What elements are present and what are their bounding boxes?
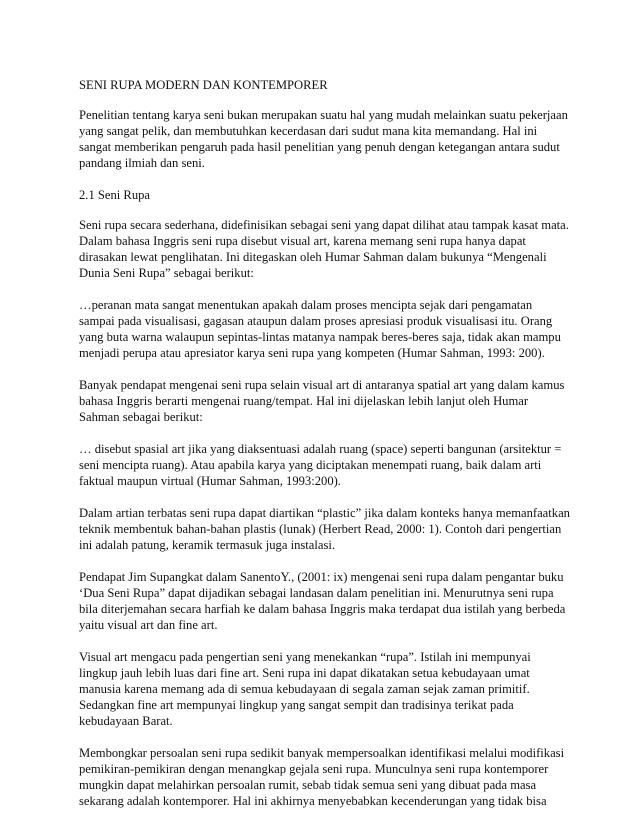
paragraph-line: lingkup jauh lebih luas dari fine art. Seni rupa ini dapat dikatakan setua kebudayaan umat	[79, 666, 530, 680]
paragraph-line: Pendapat Jim Supangkat dalam SanentoY., (2001: ix) mengenai seni rupa dalam pengantar buku	[79, 570, 564, 584]
section-title: 2.1 Seni Rupa	[79, 188, 151, 202]
quote-paragraph	[79, 441, 563, 489]
paragraph-line: dirasakan lewat penglihatan. Ini ditegaskan oleh Humar Sahman dalam bukunya “Mengenali	[79, 250, 547, 264]
paragraph-line: yang buta warna walaupun sepintas-lintas matanya nampak beres-beres saja, tidak akan mampu	[79, 330, 561, 344]
paragraph-line: bila diterjemahan secara harfiah ke dalam bahasa Inggris maka terdapat dua istilah yang berbeda	[79, 602, 566, 616]
paragraph-line: mungkin dapat melahirkan persoalan rumit, sebab tidak semua seni yang dibuat pada masa	[79, 778, 537, 792]
paragraph-line: faktual maupun virtual (Humar Sahman, 1993:200).	[79, 474, 341, 488]
paragraph-line: menjadi perupa atau apresiator karya seni rupa yang kompeten (Humar Sahman, 1993: 200).	[79, 346, 545, 360]
paragraph-line: Sedangkan fine art mempunyai lingkup yang sangat sempit dan tradisinya terikat pada	[79, 698, 514, 712]
paragraph-line: Dalam bahasa Inggris seni rupa disebut visual art, karena memang seni rupa hanya dapat	[79, 234, 526, 248]
paragraph-line: Dunia Seni Rupa” sebagai berikut:	[79, 266, 254, 280]
paragraph-line: sangat memberikan pengaruh pada hasil penelitian yang penuh dengan ketegangan antara sudut	[79, 140, 560, 154]
paragraph-line: sekarang adalah kontemporer. Hal ini akhirnya menyebabkan kecenderungan yang tidak bisa	[79, 794, 547, 808]
paragraph-line: … disebut spasial art jika yang diaksentuasi adalah ruang (space) seperti bangunan (arsitektur =	[79, 442, 562, 456]
paragraph-line: teknik membentuk bahan-bahan plastis (lunak) (Herbert Read, 2000: 1). Contoh dari pengertian	[79, 522, 562, 536]
paragraph-line: Visual art mengacu pada pengertian seni yang menekankan “rupa”. Istilah ini mempunyai	[79, 650, 531, 664]
paragraph-line: …peranan mata sangat menentukan apakah dalam proses mencipta sejak dari pengamatan	[79, 298, 533, 312]
paragraph-line: yaitu visual art dan fine art.	[79, 618, 218, 632]
paragraph-spatial-art	[79, 377, 563, 425]
paragraph-line: Seni rupa secara sederhana, didefinisikan sebagai seni yang dapat dilihat atau tampak kasat mata.	[79, 218, 569, 232]
paragraph-line: kebudayaan Barat.	[79, 714, 173, 728]
paragraph-plastic	[79, 505, 570, 553]
paragraph-line: ini adalah patung, keramik termasuk juga instalasi.	[79, 538, 336, 552]
document-body	[79, 77, 570, 825]
intro-paragraph	[79, 107, 568, 171]
paragraph-line: Sahman sebagai berikut:	[79, 410, 203, 424]
paragraph-line: ‘Dua Seni Rupa” dapat dijadikan sebagai landasan dalam penelitian ini. Menurutnya seni rupa	[79, 586, 554, 600]
document-title: SENI RUPA MODERN DAN KONTEMPORER	[79, 78, 328, 92]
paragraph-line: yang sangat pelik, dan membutuhkan kecerdasan dari sudut mana kita memandang. Hal ini	[79, 124, 538, 138]
paragraph-line: sampai pada visualisasi, gagasan ataupun dalam proses apresiasi produk visualisasi itu. Orang	[79, 314, 553, 328]
paragraph-line: Penelitian tentang karya seni bukan merupakan suatu hal yang mudah melainkan suatu pekerjaan	[79, 108, 568, 122]
paragraph-contemporary	[79, 745, 563, 809]
paragraph-line: bahasa Inggris berarti mengenai ruang/tempat. Hal ini dijelaskan lebih lanjut oleh Humar	[79, 394, 529, 408]
paragraph-line: pandang ilmiah dan seni.	[79, 156, 205, 170]
paragraph-supangkat	[79, 569, 566, 633]
paragraph-line: Dalam artian terbatas seni rupa dapat diartikan “plastic” jika dalam konteks hanya memanfaatkan	[79, 506, 570, 520]
paragraph-line: manusia karena memang ada di semua kebudayaan di segala zaman sejak zaman primitif.	[79, 682, 530, 696]
paragraph-line: seni mencipta ruang). Atau apabila karya yang diciptakan menempati ruang, baik dalam arti	[79, 458, 542, 472]
paragraph-line: Membongkar persoalan seni rupa sedikit banyak mempersoalkan identifikasi melalui modifikasi	[79, 746, 565, 760]
paragraph-visual-art	[79, 649, 563, 729]
paragraph-line: pemikiran-pemikiran dengan menangkap gejala seni rupa. Munculnya seni rupa kontemporer	[79, 762, 549, 776]
paragraph-line: Banyak pendapat mengenai seni rupa selain visual art di antaranya spatial art yang dalam kamus	[79, 378, 565, 392]
quote-paragraph	[79, 297, 563, 361]
paragraph-definition	[79, 217, 569, 281]
